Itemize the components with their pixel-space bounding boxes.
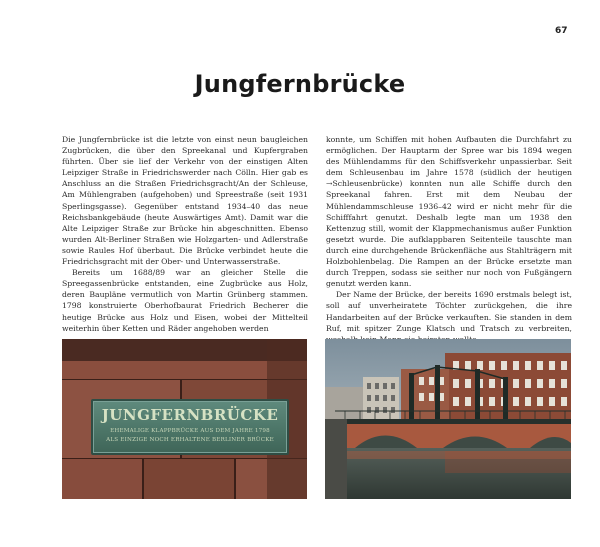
bridge-photo <box>325 339 571 499</box>
plaque-line-1: EHEMALIGE KLAPPBRÜCKE AUS DEM JAHRE 1798 <box>110 428 270 434</box>
page-title: Jungfernbrücke <box>194 70 406 98</box>
plaque-photo <box>62 339 307 499</box>
text-column-right <box>326 134 572 345</box>
paragraph: Bereits um 1688/89 war an gleicher Stelle die Spreegassenbrücke entstanden, eine Zugbrücke aus Holz, deren Baupläne vermutlich von Martin Grünberg stammen. 1798 konstruierte Oberhofbaurat Friedrich Becherer die heutige Brücke aus Holz und Eisen, wobei der Mittelteil weiterhin über Ketten und Räder angehoben werden <box>62 268 308 333</box>
plaque-title: JUNGFERNBRÜCKE <box>101 406 279 424</box>
paragraph: Der Name der Brücke, der bereits 1690 erstmals belegt ist, soll auf unverheiratete Töchter zurückgehen, die ihre Handarbeiten auf der Brücke verkauften. Sie standen in dem Ruf, mit spitzer Zunge Klatsch und Tratsch zu verbreiten, <box>326 290 572 333</box>
text-column-left <box>62 134 308 334</box>
paragraph: konnte, um Schiffen mit hohen Aufbauten die Durchfahrt zu ermöglichen. Der Hauptarm der Spree war bis 1894 wegen des Mühlendamms für den Schiffsverkehr unpassierbar. Seit dem Schleusenbau im Jahre 1578 (südlich der heutigen →Schleusenbrücke) konnten nun alle Schiffe durch den Spreekanal fahren. Erst mit dem Neubau der Mühlendammschleuse 1936–42 wird er nicht mehr für die Schifffahrt genutzt. Deshalb legte man um 1938 den Kettenzug still, womit der Klappmechanismus außer Funktion gesetzt wurde. Die aufklappbaren Seitenteile tauschte man durch eine durchgehende Brückenfläche aus Stahlträgern mit Holzbohlenbelag. Die Rampen an der Brücke ersetzte man durch Treppen, sodass sie seither nur noch von Fußgängern genutzt werden kann. <box>326 135 572 289</box>
page-number: 67 <box>555 26 568 36</box>
bronze-plaque <box>91 399 289 455</box>
bridge-illustration <box>325 339 571 499</box>
plaque-line-2: ALS EINZIGE NOCH ERHALTENE BERLINER BRÜCKE <box>106 437 274 443</box>
paragraph: Die Jungfernbrücke ist die letzte von einst neun baugleichen Zugbrücken, die über den Spreekanal und Kupfergraben führten. Über sie lief der Verkehr von der einstigen Alten Leipziger Straße in Friedrichswerder nach Cölln. Hier gab es Anschluss an die Straßen Friedrichsgracht/An der Schleuse, Am Mühlengraben (aufgehoben) und Spreestraße (seit 1931 Sperlingsgasse). Gegenüber entstand 1934–40 das neue Reichsbankgebäude (heute Auswärtiges Amt). Damit war die Alte Leipziger Straße zur Brücke hin abgeschnitten. Ebenso wurden Alt-Berliner Straßen wie Holzgarten- und Adlerstraße sowie Raules Hof überbaut. Die Brücke verbindet heute die Friedrichsgracht mit der Ober- und Unterwasserstraße. <box>62 135 308 267</box>
